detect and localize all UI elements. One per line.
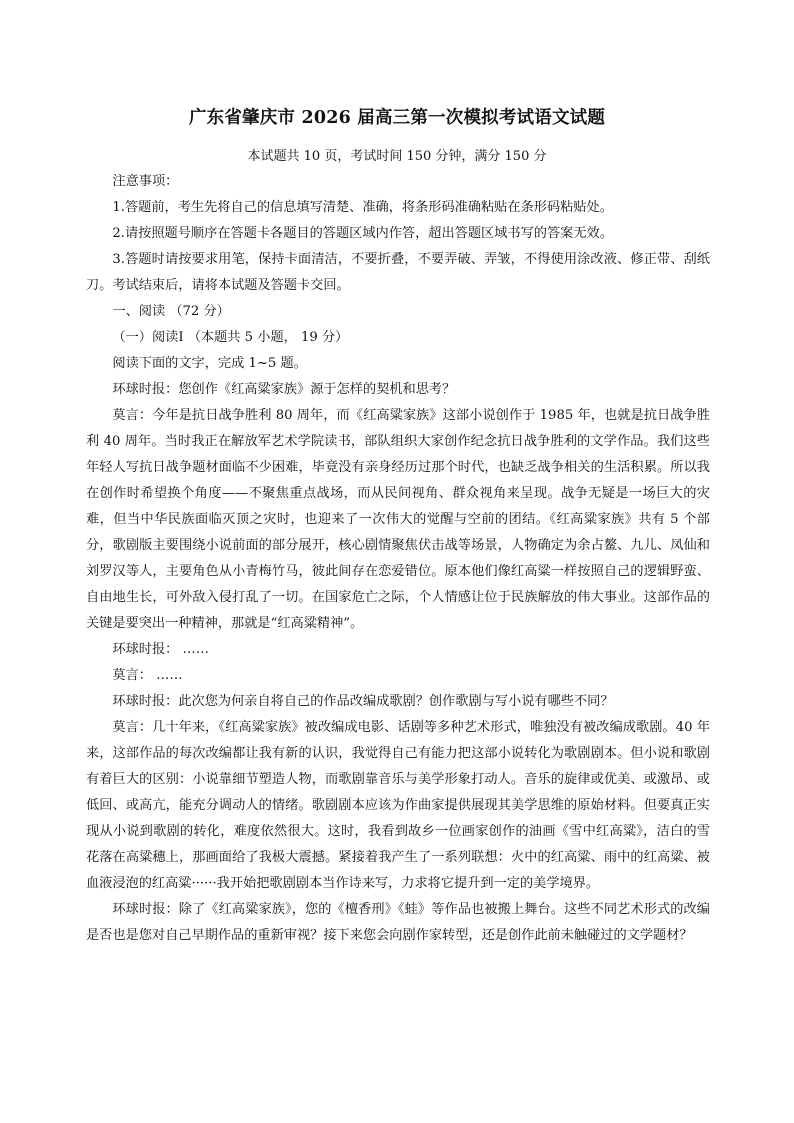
notice-item-3: 3.答题时请按要求用笔，保持卡面清洁，不要折叠，不要弄破、弄皱，不得使用涂改液、修正带、刮纸刀。考试结束后，请将本试题及答题卡交回。 (86, 252, 710, 293)
article-paragraph: 环球时报：除了《红高粱家族》，您的《檀香刑》《蛙》等作品也被搬上舞台。这些不同艺术形式的改编是否也是您对自己早期作品的重新审视？接下来您会向剧作家转型，还是创作此前未触碰过的文学题材？ (86, 902, 710, 943)
page-title: 广东省肇庆市 2026 届高三第一次模拟考试语文试题 (188, 108, 606, 128)
exam-body (86, 169, 710, 949)
article-paragraph: 莫言：今年是抗日战争胜利 80 周年，而《红高粱家族》这部小说创作于 1985 年，也就是抗日战争胜利 40 周年。当时我正在解放军艺术学院读书，部队组织大家创作纪念抗日战争胜利的文学作品。我们这些年轻人写抗日战争题材面临不少困难，毕竟没有亲身经历过那个时代，也缺乏战争相关的生活积累。所以我在创作时希望换个角度——不聚焦重点战场，而从民间视角、群众视角来呈现。战争无疑是一场巨大的灾难，但当中华民族面临灭顶之灾时，也迎来了一次伟大的觉醒与空前的团结。《红高粱家族》共有 5 个部分，歌剧版主要围绕小说前面的部分展开，核心剧情聚焦伏击战等场景，人物确定为余占鳌、九儿、凤仙和刘罗汉等人，主要角色从小青梅竹马，彼此间存在恋爱错位。原本他们像红高粱一样按照自己的逻辑野蛮、自由地生长，可外敌入侵打乱了一切。在国家危亡之际，个人情感让位于民族解放的伟大事业。这部作品的关键是要突出一种精神，那就是“红高粱精神”。 (86, 408, 710, 631)
article-paragraph: 环球时报： …… (112, 642, 209, 657)
subsection-heading: （一）阅读Ⅰ （本题共 5 小题， 19 分） (112, 330, 349, 345)
article-paragraph: 莫言： …… (112, 668, 183, 683)
notice-item-1: 1.答题前，考生先将自己的信息填写清楚、准确，将条形码准确粘贴在条形码粘贴处。 (112, 200, 613, 215)
notice-heading: 注意事项： (112, 174, 179, 189)
section-heading: 一、阅读 （72 分） (112, 304, 230, 319)
article-paragraph: 莫言：几十年来，《红高粱家族》被改编成电影、话剧等多种艺术形式，唯独没有被改编成歌剧。40 年来，这部作品的每次改编都让我有新的认识，我觉得自己有能力把这部小说转化为歌剧剧本。但小说和歌剧有着巨大的区别：小说靠细节塑造人物，而歌剧靠音乐与美学形象打动人。音乐的旋律或优美、或激昂、或低回、或高亢，能充分调动人的情绪。歌剧剧本应该为作曲家提供展现其美学思维的原始材料。但要真正实现从小说到歌剧的转化，难度依然很大。这时，我看到故乡一位画家创作的油画《雪中红高粱》，洁白的雪花落在高粱穗上，那画面给了我极大震撼。紧接着我产生了一系列联想：火中的红高粱、雨中的红高粱、被血液浸泡的红高粱······我开始把歌剧剧本当作诗来写，力求将它提升到一定的美学境界。 (86, 720, 710, 891)
article-paragraph: 环球时报：此次您为何亲自将自己的作品改编成歌剧？创作歌剧与写小说有哪些不同？ (112, 694, 614, 709)
article-paragraph: 环球时报：您创作《红高粱家族》源于怎样的契机和思考？ (112, 382, 456, 397)
reading-instruction: 阅读下面的文字，完成 1~5 题。 (112, 356, 307, 371)
exam-info: 本试题共 10 页，考试时间 150 分钟，满分 150 分 (247, 149, 547, 164)
notice-item-2: 2.请按照题号顺序在答题卡各题目的答题区域内作答，超出答题区域书写的答案无效。 (112, 226, 613, 241)
